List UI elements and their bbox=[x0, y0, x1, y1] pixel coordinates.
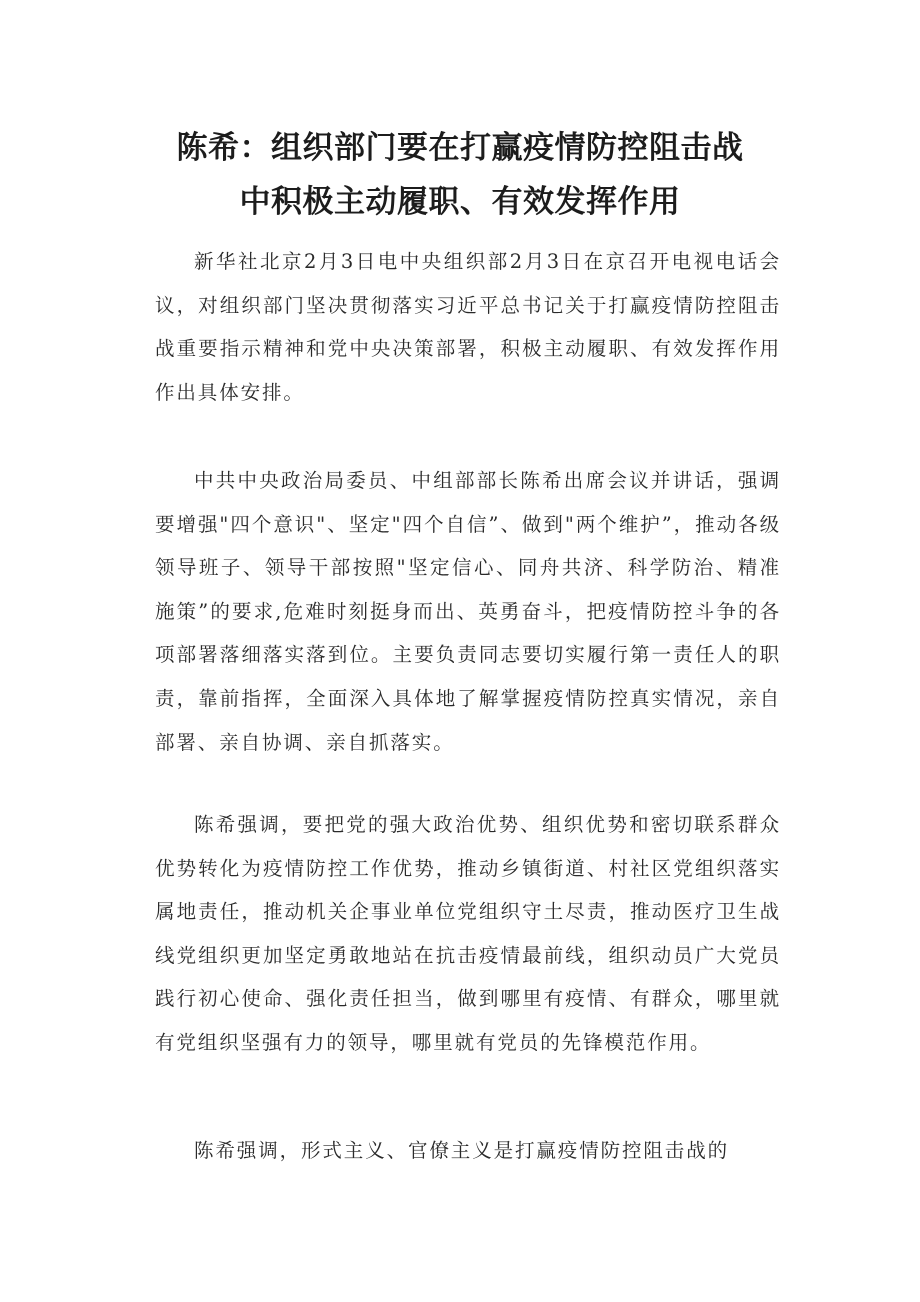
paragraph-4: 陈希强调，形式主义、官僚主义是打赢疫情防控阻击战的 bbox=[194, 1139, 730, 1162]
article-title-line-1: 陈希：组织部门要在打赢疫情防控阻击战 bbox=[176, 130, 744, 166]
paragraph-2: 中共中央政治局委员、中组部部长陈希出席会议并讲话，强调要增强"四个意识"、坚定"四个自信”、做到"两个维护”，推动各级领导班子、领导干部按照"坚定信心、同舟共济、科学防治、精准施策”的要求,危难时刻挺身而出、英勇奋斗，把疫情防控斗争的各项部署落细落实落到位。主要负责同志要切实履行第一责任人的职责，靠前指挥，全面深入具体地了解掌握疫情防控真实情况，亲自部署、亲自协调、亲自抓落实。 bbox=[155, 469, 781, 754]
article-title-line-2: 中积极主动履职、有效发挥作用 bbox=[239, 184, 681, 220]
paragraph-3: 陈希强调，要把党的强大政治优势、组织优势和密切联系群众优势转化为疫情防控工作优势，推动乡镇街道、村社区党组织落实属地责任，推动机关企事业单位党组织守土尽责，推动医疗卫生战线党组织更加坚定勇敢地站在抗击疫情最前线，组织动员广大党员践行初心使命、强化责任担当，做到哪里有疫情、有群众，哪里就有党组织坚强有力的领导，哪里就有党员的先锋模范作用。 bbox=[155, 813, 781, 1054]
paragraph-1: 新华社北京2月3日电中央组织部2月3日在京召开电视电话会议，对组织部门坚决贯彻落实习近平总书记关于打赢疫情防控阻击战重要指示精神和党中央决策部署，积极主动履职、有效发挥作用作出具体安排。 bbox=[155, 250, 781, 404]
